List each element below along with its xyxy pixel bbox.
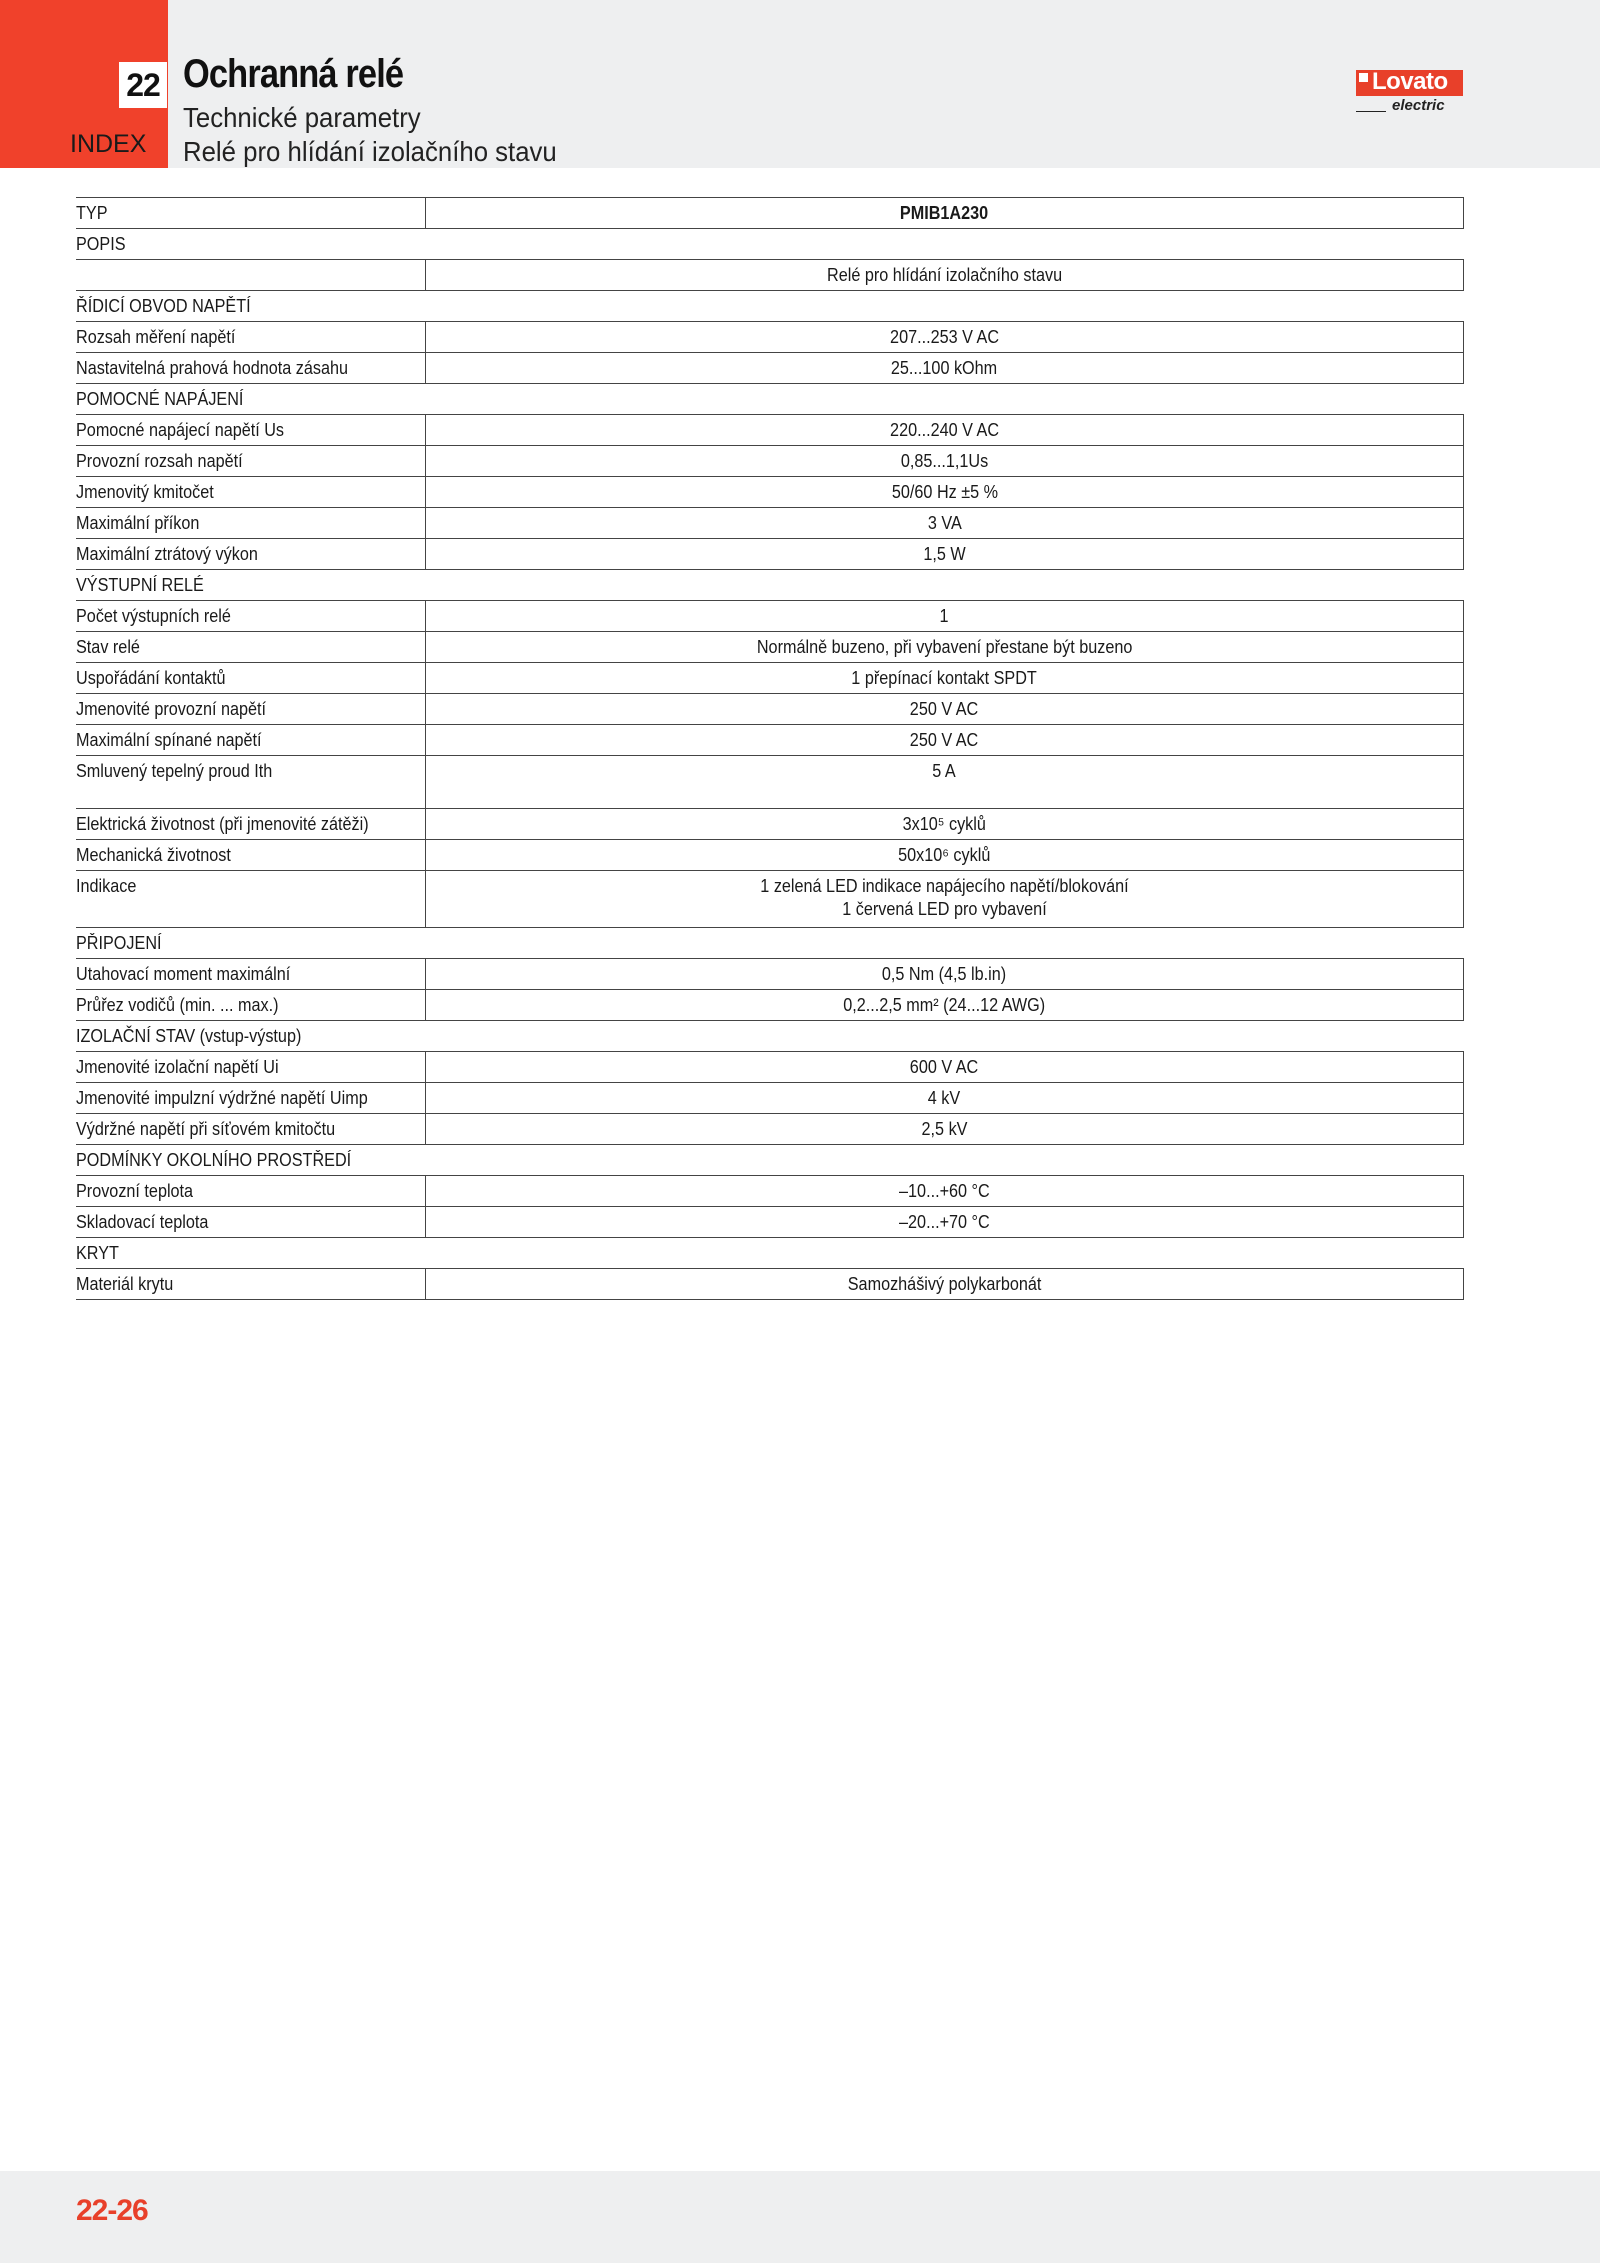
table-row xyxy=(76,725,1464,756)
logo-mark-icon xyxy=(1359,73,1368,82)
row-value-cell xyxy=(426,1114,1464,1145)
row-value: Normálně buzeno, při vybavení přestane být buzeno xyxy=(756,637,1133,657)
row-label-cell xyxy=(76,959,426,990)
row-value-cell xyxy=(426,260,1464,291)
row-value: 25...100 kOhm xyxy=(891,358,998,378)
row-value-cell xyxy=(426,959,1464,990)
row-label: Maximální spínané napětí xyxy=(76,730,262,750)
row-label: Jmenovitý kmitočet xyxy=(76,482,214,502)
row-label-cell xyxy=(76,1083,426,1114)
page-title: Ochranná relé xyxy=(183,52,404,96)
section-header xyxy=(76,928,1464,959)
row-value-cell xyxy=(426,446,1464,477)
chapter-number: 22 xyxy=(119,62,167,108)
row-label: Maximální příkon xyxy=(76,513,200,533)
row-label: TYP xyxy=(76,203,108,223)
section-header xyxy=(76,1021,1464,1052)
row-label-cell xyxy=(76,725,426,756)
row-value: 600 V AC xyxy=(910,1057,979,1077)
table-row xyxy=(76,601,1464,632)
row-label-cell xyxy=(76,632,426,663)
row-label: Výdržné napětí při síťovém kmitočtu xyxy=(76,1119,336,1139)
row-value-cell xyxy=(426,809,1464,840)
row-value: Samozhášivý polykarbonát xyxy=(847,1274,1042,1294)
spec-table xyxy=(76,197,1464,1300)
row-label-cell xyxy=(76,809,426,840)
section-header-label: PŘIPOJENÍ xyxy=(76,933,162,953)
row-label: Průřez vodičů (min. ... max.) xyxy=(76,995,279,1015)
row-label: Provozní rozsah napětí xyxy=(76,451,243,471)
row-label: Indikace xyxy=(76,876,137,896)
table-row xyxy=(76,508,1464,539)
section-header-row xyxy=(76,570,1464,601)
row-value: Relé pro hlídání izolačního stavu xyxy=(826,265,1063,285)
row-value-cell xyxy=(426,322,1464,353)
row-label: Elektrická životnost (při jmenovité zátěži) xyxy=(76,814,369,834)
logo-subtext: electric xyxy=(1392,97,1445,114)
row-label: Skladovací teplota xyxy=(76,1212,209,1232)
row-label-cell xyxy=(76,1176,426,1207)
table-row xyxy=(76,1269,1464,1300)
row-label-cell xyxy=(76,1269,426,1300)
table-row xyxy=(76,260,1464,291)
row-value-cell xyxy=(426,694,1464,725)
table-row xyxy=(76,1207,1464,1238)
row-label: Jmenovité impulzní výdržné napětí Uimp xyxy=(76,1088,368,1108)
section-header xyxy=(76,229,1464,260)
row-value-cell xyxy=(426,632,1464,663)
row-value-cell xyxy=(426,1052,1464,1083)
row-value-cell xyxy=(426,477,1464,508)
logo-brand: Lovato xyxy=(1372,68,1448,95)
row-value: 4 kV xyxy=(928,1088,961,1108)
section-header-row xyxy=(76,1238,1464,1269)
table-row xyxy=(76,415,1464,446)
row-label-cell xyxy=(76,663,426,694)
table-row xyxy=(76,353,1464,384)
table-row xyxy=(76,840,1464,871)
row-label: Rozsah měření napětí xyxy=(76,327,236,347)
section-header-label: VÝSTUPNÍ RELÉ xyxy=(76,575,204,595)
row-value: 50x10⁶ cyklů xyxy=(898,845,991,865)
row-label-cell xyxy=(76,477,426,508)
row-label-cell xyxy=(76,198,426,229)
row-value: 50/60 Hz ±5 % xyxy=(891,482,998,502)
section-header-label: PODMÍNKY OKOLNÍHO PROSTŘEDÍ xyxy=(76,1150,352,1170)
section-header-row xyxy=(76,229,1464,260)
row-value: 1,5 W xyxy=(923,544,966,564)
row-value-cell xyxy=(426,871,1464,928)
row-value: 1 zelená LED indikace napájecího napětí/blokování xyxy=(760,876,1129,896)
logo-rule xyxy=(1356,111,1386,112)
table-row xyxy=(76,198,1464,229)
section-header-label: POPIS xyxy=(76,234,126,254)
row-label: Jmenovité provozní napětí xyxy=(76,699,267,719)
footer-band xyxy=(0,2171,1600,2263)
table-row xyxy=(76,809,1464,840)
row-value: 250 V AC xyxy=(910,730,979,750)
row-value: 3 VA xyxy=(927,513,962,533)
row-value-cell xyxy=(426,1083,1464,1114)
row-label-cell xyxy=(76,446,426,477)
section-header-row xyxy=(76,1021,1464,1052)
table-row xyxy=(76,871,1464,928)
row-value-secondary: 1 červená LED pro vybavení xyxy=(842,899,1047,919)
section-header-row xyxy=(76,1145,1464,1176)
row-value-cell xyxy=(426,1176,1464,1207)
row-value-cell xyxy=(426,725,1464,756)
page-number: 22-26 xyxy=(76,2194,148,2227)
row-value: PMIB1A230 xyxy=(900,203,989,223)
row-label: Smluvený tepelný proud Ith xyxy=(76,761,273,781)
page-subtitle: Technické parametry xyxy=(183,102,421,133)
section-header-row xyxy=(76,384,1464,415)
section-header xyxy=(76,1145,1464,1176)
row-value-cell xyxy=(426,353,1464,384)
table-row xyxy=(76,959,1464,990)
table-row xyxy=(76,1052,1464,1083)
row-value: –10...+60 °C xyxy=(899,1181,990,1201)
row-label-cell xyxy=(76,1052,426,1083)
row-value-cell xyxy=(426,508,1464,539)
table-row xyxy=(76,1083,1464,1114)
row-label-cell xyxy=(76,756,426,809)
row-value-cell xyxy=(426,601,1464,632)
table-row xyxy=(76,477,1464,508)
row-label-cell xyxy=(76,353,426,384)
page-subtitle-secondary: Relé pro hlídání izolačního stavu xyxy=(183,136,557,167)
row-label: Pomocné napájecí napětí Us xyxy=(76,420,285,440)
section-header-label: KRYT xyxy=(76,1243,119,1263)
section-header xyxy=(76,384,1464,415)
row-label-cell xyxy=(76,601,426,632)
row-value-cell xyxy=(426,539,1464,570)
row-value: 3x10⁵ cyklů xyxy=(902,814,987,834)
row-label: Počet výstupních relé xyxy=(76,606,231,626)
section-header-label: ŘÍDICÍ OBVOD NAPĚTÍ xyxy=(76,296,251,316)
row-value: 0,5 Nm (4,5 lb.in) xyxy=(882,964,1007,984)
row-label: Mechanická životnost xyxy=(76,845,231,865)
row-value-cell xyxy=(426,663,1464,694)
table-row xyxy=(76,663,1464,694)
row-value-cell xyxy=(426,990,1464,1021)
row-label-cell xyxy=(76,1114,426,1145)
lovato-logo xyxy=(1356,70,1463,114)
section-header-row xyxy=(76,291,1464,322)
table-row xyxy=(76,446,1464,477)
row-value: 5 A xyxy=(932,761,957,781)
spec-table-body xyxy=(76,198,1464,1300)
row-value: 1 xyxy=(939,606,949,626)
row-label: Maximální ztrátový výkon xyxy=(76,544,258,564)
row-label-cell xyxy=(76,840,426,871)
row-label: Materiál krytu xyxy=(76,1274,174,1294)
table-row xyxy=(76,1114,1464,1145)
row-label: Utahovací moment maximální xyxy=(76,964,291,984)
row-value: 2,5 kV xyxy=(921,1119,968,1139)
table-row xyxy=(76,990,1464,1021)
row-value: 250 V AC xyxy=(910,699,979,719)
row-value: 220...240 V AC xyxy=(890,420,999,440)
table-row xyxy=(76,632,1464,663)
row-value: 0,85...1,1Us xyxy=(900,451,989,471)
row-value-cell xyxy=(426,756,1464,809)
table-row xyxy=(76,756,1464,809)
row-label: Provozní teplota xyxy=(76,1181,194,1201)
table-row xyxy=(76,539,1464,570)
row-value-cell xyxy=(426,198,1464,229)
row-label: Jmenovité izolační napětí Ui xyxy=(76,1057,279,1077)
row-value: –20...+70 °C xyxy=(899,1212,990,1232)
row-label: Uspořádání kontaktů xyxy=(76,668,226,688)
row-label-cell xyxy=(76,415,426,446)
row-value: 0,2...2,5 mm² (24...12 AWG) xyxy=(843,995,1046,1015)
row-label: Nastavitelná prahová hodnota zásahu xyxy=(76,358,348,378)
row-label-cell xyxy=(76,539,426,570)
row-label-cell xyxy=(76,322,426,353)
row-label: Stav relé xyxy=(76,637,140,657)
row-label-cell xyxy=(76,694,426,725)
row-label-cell xyxy=(76,990,426,1021)
section-header-label: IZOLAČNÍ STAV (vstup-výstup) xyxy=(76,1026,302,1046)
table-row xyxy=(76,1176,1464,1207)
row-value-cell xyxy=(426,840,1464,871)
table-row xyxy=(76,322,1464,353)
row-label-cell xyxy=(76,508,426,539)
table-row xyxy=(76,694,1464,725)
row-value: 207...253 V AC xyxy=(890,327,999,347)
row-label-cell xyxy=(76,1207,426,1238)
index-link[interactable]: INDEX xyxy=(70,130,147,158)
row-value-cell xyxy=(426,1269,1464,1300)
row-value-cell xyxy=(426,1207,1464,1238)
section-header xyxy=(76,1238,1464,1269)
row-label-cell xyxy=(76,260,426,291)
section-header xyxy=(76,570,1464,601)
row-value: 1 přepínací kontakt SPDT xyxy=(851,668,1038,688)
section-header-label: POMOCNÉ NAPÁJENÍ xyxy=(76,389,244,409)
row-value-cell xyxy=(426,415,1464,446)
section-header-row xyxy=(76,928,1464,959)
row-label-cell xyxy=(76,871,426,928)
section-header xyxy=(76,291,1464,322)
